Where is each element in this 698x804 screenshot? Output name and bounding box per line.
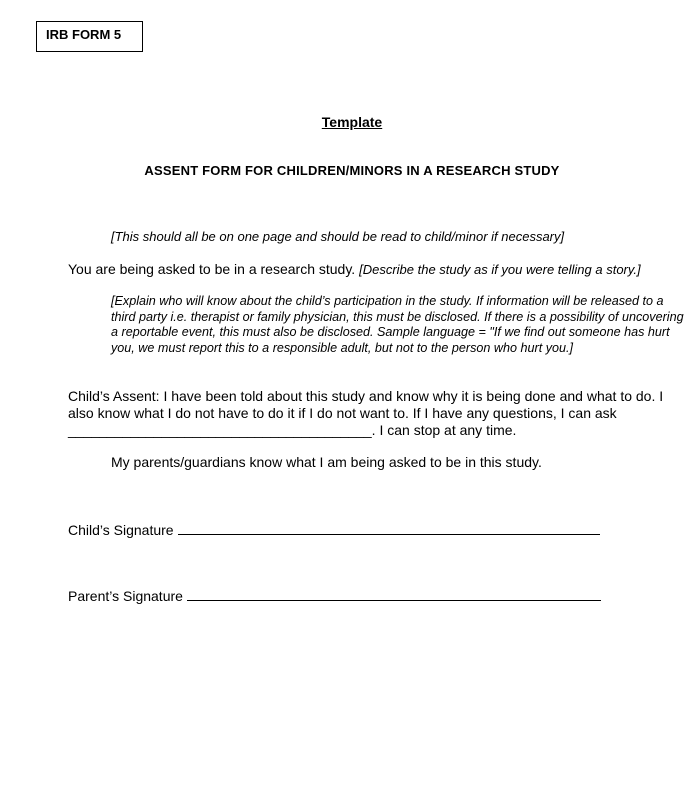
parents-statement: My parents/guardians know what I am being asked to be in this study. bbox=[111, 454, 542, 470]
child-signature-row bbox=[68, 520, 600, 538]
child-signature-label: Child’s Signature bbox=[68, 522, 174, 538]
parent-signature-line[interactable] bbox=[187, 586, 601, 601]
template-heading: Template bbox=[321, 114, 383, 130]
assent-blank: _______________________________________ bbox=[68, 422, 372, 438]
assent-text-end: . I can stop at any time. bbox=[371, 422, 517, 438]
intro-text: You are being asked to be in a research study. bbox=[68, 261, 356, 277]
disclosure-note: [Explain who will know about the child’s participation in the study. If information will be released to a third party i.e. therapist or family physician, this must be disclosed. If there is a possibility of uncovering a reportable event, this must also be disclosed. Sample language = "If we find out someone has hurt you, we must report this to a responsible adult, but not to the person who hurt you.] bbox=[111, 294, 684, 355]
document-title: ASSENT FORM FOR CHILDREN/MINORS IN A RESEARCH STUDY bbox=[144, 163, 560, 178]
parent-signature-row bbox=[68, 586, 601, 604]
irb-form-label-box bbox=[36, 21, 143, 52]
intro-paragraph bbox=[68, 261, 688, 277]
read-aloud-note: [This should all be on one page and should be read to child/minor if necessary] bbox=[111, 229, 565, 244]
intro-instruction: [Describe the study as if you were telling a story.] bbox=[359, 262, 641, 277]
irb-form-label: IRB FORM 5 bbox=[46, 27, 122, 42]
child-assent-paragraph bbox=[68, 388, 684, 439]
assent-text: Child’s Assent: I have been told about this study and know why it is being done and what to do. I also know what I do not have to do it if I do not want to. If I have any questions, I can ask bbox=[68, 388, 664, 421]
parent-signature-label: Parent’s Signature bbox=[68, 588, 183, 604]
child-signature-line[interactable] bbox=[178, 520, 600, 535]
